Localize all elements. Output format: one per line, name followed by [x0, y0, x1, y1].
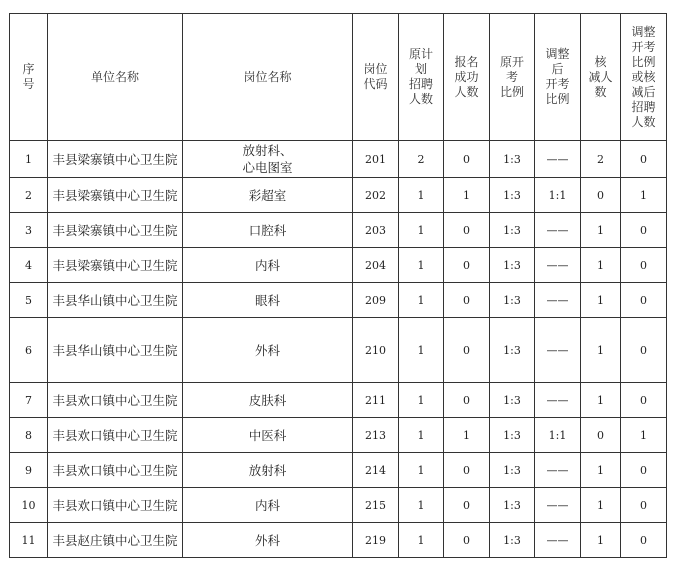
cell-adjusted-ratio: ——	[535, 318, 581, 383]
cell-reduced-count: 0	[581, 418, 621, 453]
cell-position-name: 彩超室	[183, 178, 353, 213]
cell-index: 1	[10, 141, 48, 178]
cell-planned-hires: 1	[399, 248, 444, 283]
cell-registered-count: 0	[444, 488, 490, 523]
header-position-name: 岗位名称	[183, 14, 353, 141]
cell-original-ratio: 1:3	[490, 488, 535, 523]
cell-original-ratio: 1:3	[490, 248, 535, 283]
header-original-ratio: 原开 考 比例	[490, 14, 535, 141]
cell-unit-name: 丰县欢口镇中心卫生院	[48, 453, 183, 488]
table-row	[10, 141, 667, 178]
cell-position-name: 放射科	[183, 453, 353, 488]
cell-adjusted-ratio: ——	[535, 141, 581, 178]
recruitment-adjustment-table	[9, 13, 667, 558]
header-index: 序 号	[10, 14, 48, 141]
cell-unit-name: 丰县梁寨镇中心卫生院	[48, 141, 183, 178]
cell-final-hires: 1	[621, 418, 667, 453]
cell-adjusted-ratio: ——	[535, 488, 581, 523]
cell-unit-name: 丰县赵庄镇中心卫生院	[48, 523, 183, 558]
header-position-code: 岗位 代码	[353, 14, 399, 141]
header-reduced-count: 核 减人 数	[581, 14, 621, 141]
cell-unit-name: 丰县欢口镇中心卫生院	[48, 418, 183, 453]
cell-original-ratio: 1:3	[490, 418, 535, 453]
cell-final-hires: 0	[621, 383, 667, 418]
cell-registered-count: 0	[444, 453, 490, 488]
cell-position-code: 209	[353, 283, 399, 318]
cell-index: 3	[10, 213, 48, 248]
cell-reduced-count: 1	[581, 213, 621, 248]
cell-original-ratio: 1:3	[490, 141, 535, 178]
cell-registered-count: 0	[444, 283, 490, 318]
table-body	[10, 141, 667, 558]
cell-planned-hires: 1	[399, 318, 444, 383]
cell-original-ratio: 1:3	[490, 178, 535, 213]
cell-final-hires: 0	[621, 453, 667, 488]
cell-final-hires: 0	[621, 318, 667, 383]
cell-planned-hires: 1	[399, 488, 444, 523]
table-row	[10, 178, 667, 213]
header-adjusted-ratio: 调整 后 开考 比例	[535, 14, 581, 141]
cell-position-code: 213	[353, 418, 399, 453]
cell-planned-hires: 1	[399, 418, 444, 453]
cell-index: 4	[10, 248, 48, 283]
cell-planned-hires: 1	[399, 283, 444, 318]
cell-registered-count: 1	[444, 418, 490, 453]
cell-index: 2	[10, 178, 48, 213]
cell-reduced-count: 1	[581, 383, 621, 418]
cell-unit-name: 丰县华山镇中心卫生院	[48, 318, 183, 383]
cell-final-hires: 0	[621, 523, 667, 558]
table-row	[10, 248, 667, 283]
cell-index: 9	[10, 453, 48, 488]
cell-unit-name: 丰县梁寨镇中心卫生院	[48, 213, 183, 248]
table-row	[10, 283, 667, 318]
cell-planned-hires: 1	[399, 383, 444, 418]
cell-position-code: 210	[353, 318, 399, 383]
cell-position-name: 内科	[183, 488, 353, 523]
cell-final-hires: 0	[621, 141, 667, 178]
cell-reduced-count: 1	[581, 283, 621, 318]
cell-position-name: 放射科、 心电图室	[183, 141, 353, 178]
cell-index: 7	[10, 383, 48, 418]
cell-original-ratio: 1:3	[490, 318, 535, 383]
table-row	[10, 453, 667, 488]
cell-position-code: 204	[353, 248, 399, 283]
cell-reduced-count: 1	[581, 318, 621, 383]
cell-planned-hires: 1	[399, 453, 444, 488]
cell-position-code: 211	[353, 383, 399, 418]
cell-adjusted-ratio: ——	[535, 213, 581, 248]
table-row	[10, 383, 667, 418]
cell-adjusted-ratio: ——	[535, 453, 581, 488]
cell-reduced-count: 1	[581, 453, 621, 488]
cell-reduced-count: 1	[581, 523, 621, 558]
cell-final-hires: 0	[621, 213, 667, 248]
table-row	[10, 318, 667, 383]
cell-position-name: 眼科	[183, 283, 353, 318]
cell-index: 11	[10, 523, 48, 558]
cell-unit-name: 丰县欢口镇中心卫生院	[48, 488, 183, 523]
cell-final-hires: 0	[621, 248, 667, 283]
cell-reduced-count: 1	[581, 488, 621, 523]
cell-registered-count: 0	[444, 383, 490, 418]
cell-position-name: 外科	[183, 523, 353, 558]
cell-position-name: 内科	[183, 248, 353, 283]
table-header-row	[10, 14, 667, 141]
table-row	[10, 213, 667, 248]
cell-original-ratio: 1:3	[490, 213, 535, 248]
cell-registered-count: 1	[444, 178, 490, 213]
cell-original-ratio: 1:3	[490, 283, 535, 318]
cell-unit-name: 丰县梁寨镇中心卫生院	[48, 248, 183, 283]
header-unit-name: 单位名称	[48, 14, 183, 141]
cell-index: 8	[10, 418, 48, 453]
cell-planned-hires: 1	[399, 213, 444, 248]
cell-registered-count: 0	[444, 318, 490, 383]
cell-position-code: 214	[353, 453, 399, 488]
cell-position-name: 皮肤科	[183, 383, 353, 418]
cell-original-ratio: 1:3	[490, 453, 535, 488]
cell-original-ratio: 1:3	[490, 523, 535, 558]
cell-registered-count: 0	[444, 248, 490, 283]
cell-adjusted-ratio: 1:1	[535, 418, 581, 453]
table-row	[10, 418, 667, 453]
cell-reduced-count: 2	[581, 141, 621, 178]
cell-final-hires: 1	[621, 178, 667, 213]
cell-reduced-count: 0	[581, 178, 621, 213]
cell-adjusted-ratio: ——	[535, 523, 581, 558]
cell-position-name: 外科	[183, 318, 353, 383]
cell-adjusted-ratio: ——	[535, 383, 581, 418]
cell-index: 10	[10, 488, 48, 523]
cell-position-name: 中医科	[183, 418, 353, 453]
cell-planned-hires: 1	[399, 178, 444, 213]
cell-unit-name: 丰县华山镇中心卫生院	[48, 283, 183, 318]
cell-final-hires: 0	[621, 488, 667, 523]
cell-position-code: 215	[353, 488, 399, 523]
cell-final-hires: 0	[621, 283, 667, 318]
cell-planned-hires: 1	[399, 523, 444, 558]
cell-planned-hires: 2	[399, 141, 444, 178]
cell-index: 5	[10, 283, 48, 318]
cell-reduced-count: 1	[581, 248, 621, 283]
cell-adjusted-ratio: 1:1	[535, 178, 581, 213]
header-final-hires: 调整 开考 比例 或核 减后 招聘 人数	[621, 14, 667, 141]
cell-position-code: 201	[353, 141, 399, 178]
cell-position-code: 219	[353, 523, 399, 558]
cell-unit-name: 丰县梁寨镇中心卫生院	[48, 178, 183, 213]
table-row	[10, 523, 667, 558]
cell-position-name: 口腔科	[183, 213, 353, 248]
cell-index: 6	[10, 318, 48, 383]
cell-position-code: 203	[353, 213, 399, 248]
cell-adjusted-ratio: ——	[535, 248, 581, 283]
cell-registered-count: 0	[444, 523, 490, 558]
table-row	[10, 488, 667, 523]
cell-adjusted-ratio: ——	[535, 283, 581, 318]
cell-registered-count: 0	[444, 213, 490, 248]
header-registered-count: 报名 成功 人数	[444, 14, 490, 141]
cell-unit-name: 丰县欢口镇中心卫生院	[48, 383, 183, 418]
cell-position-code: 202	[353, 178, 399, 213]
header-planned-hires: 原计 划 招聘 人数	[399, 14, 444, 141]
cell-registered-count: 0	[444, 141, 490, 178]
cell-original-ratio: 1:3	[490, 383, 535, 418]
